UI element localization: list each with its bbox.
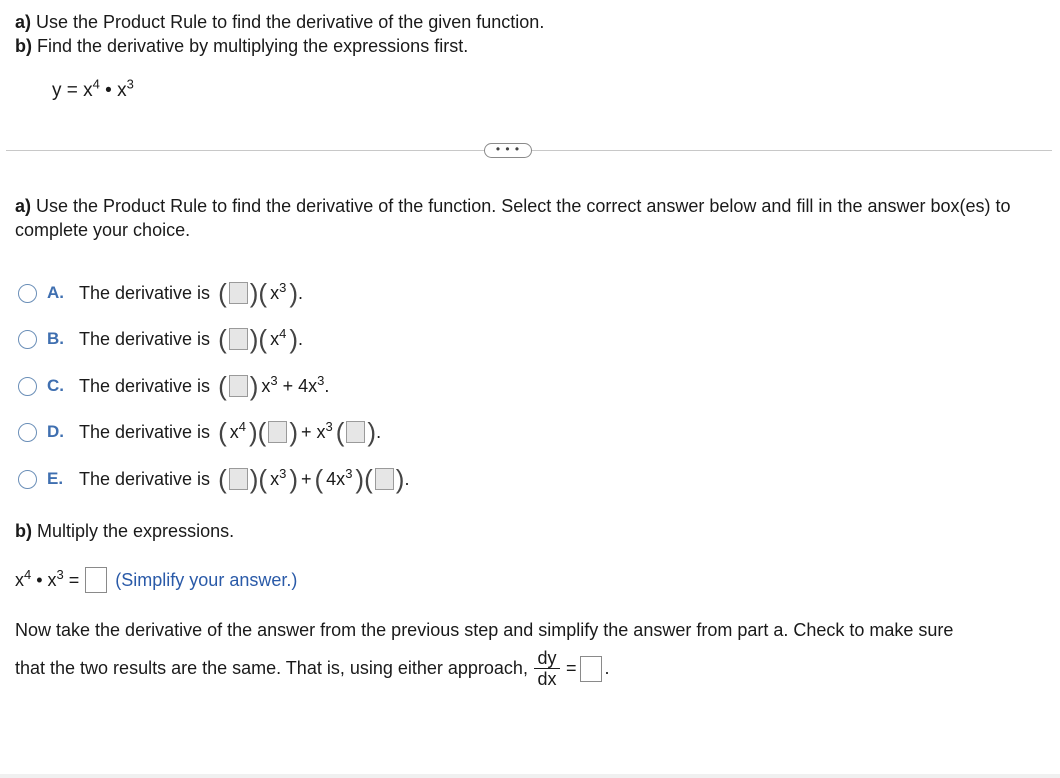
option-b[interactable]: B. The derivative is ( ) ( $x^4$ ) .: [18, 325, 303, 353]
final-instruction-row: that the two results are the same. That is, using either approach, $\frac{dy}{dx}$ = .: [15, 648, 610, 689]
part-b-title: [15, 521, 234, 542]
header-b-label: b): [15, 36, 32, 56]
radio-b[interactable]: [18, 330, 37, 349]
option-b-letter: B.: [47, 329, 64, 348]
option-a[interactable]: A. The derivative is ( ) ( $x^3$ ) .: [18, 279, 303, 307]
paren-close: ): [289, 278, 298, 308]
given-fn-exp2: 3: [126, 76, 134, 92]
option-d-term1: $x^4$: [229, 418, 246, 442]
option-e-text: The derivative is: [79, 468, 211, 489]
header-a-label: a): [15, 12, 32, 32]
question-header: [15, 10, 544, 58]
paren-open: (: [218, 278, 227, 308]
given-function: [52, 76, 134, 102]
option-c-text: The derivative is: [79, 375, 211, 396]
part-b-label: b): [15, 521, 32, 541]
frac-numerator: dy: [537, 648, 557, 668]
multiply-row: [15, 567, 297, 593]
final-instruction-line1: Now take the derivative of the answer from the previous step and simplify the answer from part a. Check to make sure: [15, 620, 954, 640]
frac-denominator: dx: [537, 669, 557, 689]
option-a-term: $x^3$: [270, 279, 287, 303]
option-c-letter: C.: [47, 376, 64, 395]
given-fn-lhs: y = x: [52, 80, 93, 101]
dy-dx-fraction: [534, 648, 560, 689]
option-d-letter: D.: [47, 422, 64, 441]
answer-box-c1[interactable]: [229, 375, 248, 397]
answer-box-e2[interactable]: [375, 468, 394, 490]
part-b-text: Multiply the expressions.: [32, 521, 235, 541]
option-c-term: $x^3 + 4x^3$.: [261, 372, 330, 396]
radio-e[interactable]: [18, 470, 37, 489]
final-instruction-line2: that the two results are the same. That is, using either approach,: [15, 658, 528, 678]
option-d[interactable]: D. The derivative is ( $x^4$ ) ( ) + $x^3$ ( ) .: [18, 418, 381, 446]
answer-box-a1[interactable]: [229, 282, 248, 304]
option-c[interactable]: C. The derivative is ( ) $x^3 + 4x^3$.: [18, 372, 332, 400]
final-answer-box[interactable]: [580, 656, 602, 682]
given-fn-exp1: 4: [92, 76, 100, 92]
option-d-text: The derivative is: [79, 421, 211, 442]
multiply-expr: $x^4$ • $x^3$ =: [15, 566, 80, 590]
option-b-term: $x^4$: [270, 325, 287, 349]
option-d-term2: + $x^3$: [300, 418, 333, 442]
answer-box-b1[interactable]: [229, 328, 248, 350]
option-e-term2: $4x^3$: [326, 465, 353, 489]
multiply-answer-box[interactable]: [85, 567, 107, 593]
option-b-text: The derivative is: [79, 328, 211, 349]
header-a-text: Use the Product Rule to find the derivative of the given function.: [31, 12, 545, 32]
paren-close: ): [249, 278, 259, 308]
option-e-term1: $x^3$: [270, 465, 287, 489]
answer-box-e1[interactable]: [229, 468, 248, 490]
paren-open: (: [258, 278, 268, 308]
option-e-letter: E.: [47, 469, 64, 488]
part-a-prompt: [15, 194, 1025, 242]
simplify-hint: (Simplify your answer.): [115, 569, 298, 590]
final-equals: =: [565, 658, 577, 678]
given-fn-dot: • x: [99, 80, 127, 101]
answer-box-d2[interactable]: [346, 421, 365, 443]
more-button[interactable]: • • •: [484, 143, 532, 158]
header-b-text: Find the derivative by multiplying the expressions first.: [32, 36, 469, 56]
footer-bar: [0, 774, 1060, 778]
radio-c[interactable]: [18, 377, 37, 396]
radio-a[interactable]: [18, 284, 37, 303]
answer-box-d1[interactable]: [268, 421, 287, 443]
option-a-text: The derivative is: [79, 282, 211, 303]
option-e[interactable]: E. The derivative is ( ) ( $x^3$ ) + ( $4x^3$ ) ( ) .: [18, 465, 409, 493]
part-a-label: a): [15, 196, 32, 216]
option-e-plus: +: [300, 468, 312, 489]
radio-d[interactable]: [18, 423, 37, 442]
option-a-letter: A.: [47, 283, 64, 302]
part-a-text: Use the Product Rule to find the derivative of the function. Select the correct answer below and fill in the answer box(es) to complete your choice.: [15, 196, 1011, 240]
